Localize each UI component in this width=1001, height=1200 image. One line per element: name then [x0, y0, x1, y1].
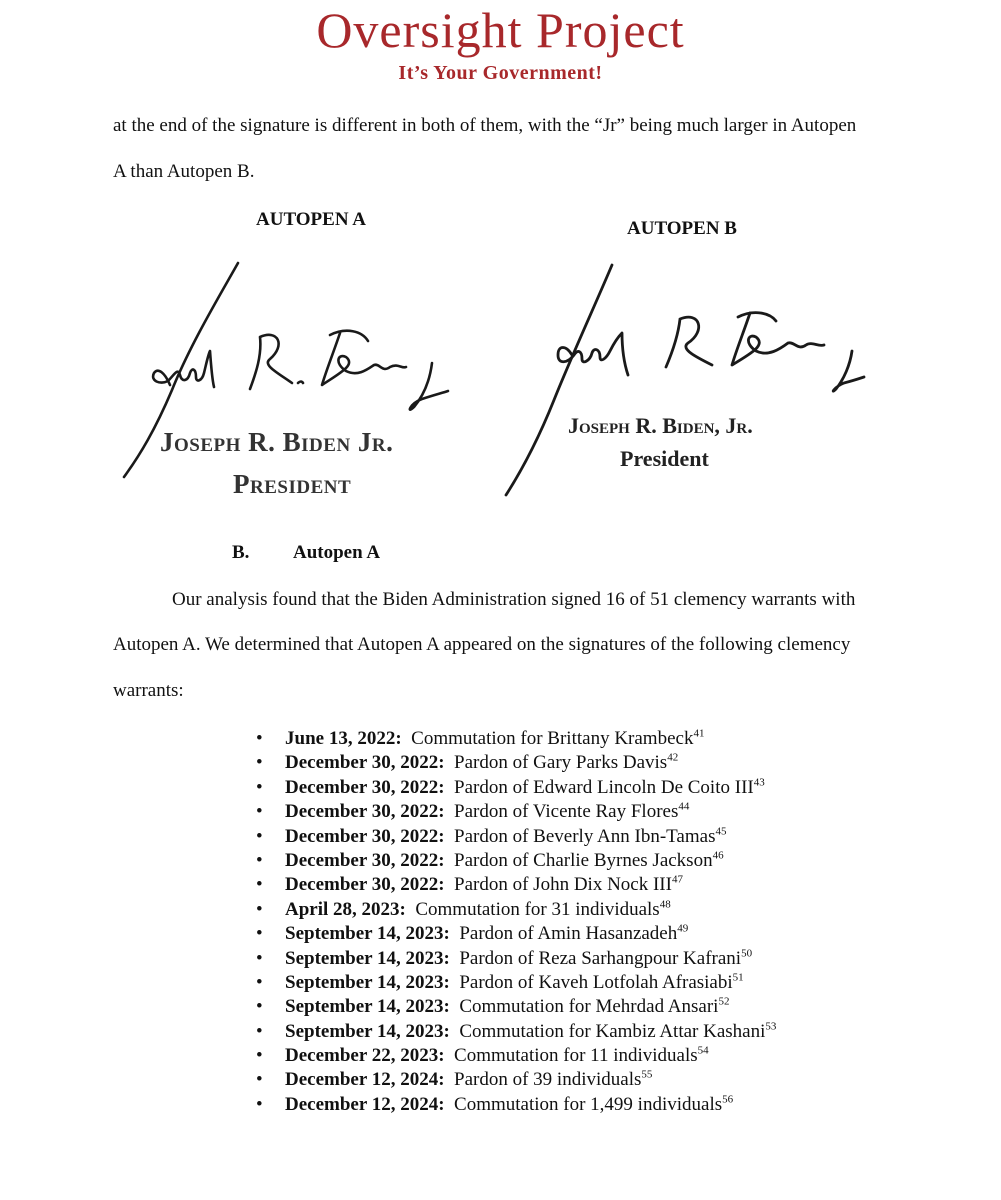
bullet-icon: • [256, 898, 263, 920]
autopen-b-printed-name: Joseph R. Biden, Jr. [568, 413, 753, 438]
warrant-date: December 30, 2022: [285, 825, 445, 847]
warrant-description: Commutation for Mehrdad Ansari [459, 996, 719, 1018]
warrant-list-item [250, 849, 776, 873]
footnote-reference[interactable]: 47 [671, 874, 683, 887]
footnote-reference[interactable]: 45 [715, 825, 727, 838]
warrant-description: Pardon of Gary Parks Davis [454, 752, 668, 774]
warrant-list-item [250, 751, 776, 775]
footnote-reference[interactable]: 46 [712, 849, 724, 862]
warrant-list [250, 727, 776, 1117]
warrant-description: Pardon of Reza Sarhangpour Kafrani [459, 947, 742, 969]
warrant-list-item [250, 1093, 776, 1117]
warrant-list-item [250, 1044, 776, 1068]
autopen-b-printed-title: President [620, 446, 709, 471]
warrant-date: December 12, 2024: [285, 1093, 445, 1115]
warrant-description: Pardon of Charlie Byrnes Jackson [454, 849, 713, 871]
warrant-list-item [250, 995, 776, 1019]
body-line-1: Our analysis found that the Biden Administration signed 16 of 51 clemency warrants with [172, 589, 856, 610]
bullet-icon: • [256, 971, 263, 993]
warrant-date: December 30, 2022: [285, 849, 445, 871]
bullet-icon: • [256, 1045, 263, 1067]
warrant-list-item [250, 898, 776, 922]
warrant-description: Commutation for Kambiz Attar Kashani [459, 1020, 766, 1042]
warrant-description: Commutation for 11 individuals [454, 1045, 698, 1067]
bullet-icon: • [256, 752, 263, 774]
footnote-reference[interactable]: 41 [693, 727, 705, 740]
warrant-date: September 14, 2023: [285, 947, 450, 969]
bullet-icon: • [256, 947, 263, 969]
warrant-list-item [250, 1068, 776, 1092]
warrant-date: December 22, 2023: [285, 1045, 445, 1067]
warrant-date: December 30, 2022: [285, 776, 445, 798]
footnote-reference[interactable]: 52 [718, 995, 730, 1008]
warrant-description: Commutation for 1,499 individuals [454, 1093, 723, 1115]
warrant-description: Commutation for Brittany Krambeck [411, 728, 694, 749]
bullet-icon: • [256, 874, 263, 896]
warrant-list-item [250, 727, 776, 751]
warrant-description: Pardon of Vicente Ray Flores [454, 801, 679, 823]
bullet-icon: • [256, 776, 263, 798]
warrant-date: September 14, 2023: [285, 1020, 450, 1042]
warrant-date: December 30, 2022: [285, 752, 445, 774]
warrant-description: Pardon of 39 individuals [454, 1069, 642, 1091]
footnote-reference[interactable]: 43 [753, 776, 765, 789]
bullet-icon: • [256, 849, 263, 871]
warrant-list-item [250, 922, 776, 946]
warrant-list-item [250, 873, 776, 897]
logo-tagline: It’s Your Government! [398, 62, 603, 84]
footnote-reference[interactable]: 53 [765, 1020, 777, 1033]
section-label: B. [232, 542, 250, 563]
warrant-description: Pardon of Amin Hasanzadeh [459, 923, 678, 945]
warrant-list-item [250, 800, 776, 824]
warrant-description: Pardon of Kaveh Lotfolah Afrasiabi [459, 971, 733, 993]
footnote-reference[interactable]: 55 [641, 1069, 653, 1082]
logo-title: Oversight Project [316, 2, 685, 58]
warrant-date: December 12, 2024: [285, 1069, 445, 1091]
warrant-list-item [250, 1020, 776, 1044]
intro-line-2: A than Autopen B. [113, 161, 255, 182]
bullet-icon: • [256, 1069, 263, 1091]
footnote-reference[interactable]: 49 [677, 922, 689, 935]
body-line-3: warrants: [113, 680, 184, 701]
body-line-2: Autopen A. We determined that Autopen A appeared on the signatures of the following clemency [113, 634, 851, 655]
warrant-date: December 30, 2022: [285, 801, 445, 823]
section-title: Autopen A [293, 542, 381, 563]
footnote-reference[interactable]: 51 [732, 971, 744, 984]
warrant-list-item [250, 825, 776, 849]
bullet-icon: • [256, 801, 263, 823]
intro-line-1: at the end of the signature is different in both of them, with the “Jr” being much larger in Autopen [113, 115, 857, 136]
footnote-reference[interactable]: 42 [667, 752, 679, 765]
warrant-list-item [250, 971, 776, 995]
warrant-description: Pardon of Edward Lincoln De Coito III [454, 776, 754, 798]
bullet-icon: • [256, 825, 263, 847]
autopen-a-printed-name: Joseph R. Biden Jr. [160, 427, 394, 457]
bullet-icon: • [256, 1093, 263, 1115]
warrant-date: December 30, 2022: [285, 874, 445, 896]
footnote-reference[interactable]: 56 [722, 1093, 734, 1106]
bullet-icon: • [256, 728, 263, 749]
footnote-reference[interactable]: 50 [741, 947, 753, 960]
autopen-b-heading: AUTOPEN B [627, 218, 737, 239]
warrant-date: September 14, 2023: [285, 971, 450, 993]
footnote-reference[interactable]: 54 [697, 1044, 709, 1057]
autopen-a-printed-title: President [233, 469, 352, 499]
autopen-a-heading: AUTOPEN A [256, 209, 366, 230]
bullet-icon: • [256, 996, 263, 1018]
warrant-date: September 14, 2023: [285, 923, 450, 945]
warrant-date: June 13, 2022: [285, 728, 402, 749]
footnote-reference[interactable]: 44 [678, 800, 690, 813]
bullet-icon: • [256, 923, 263, 945]
warrant-list-item [250, 947, 776, 971]
bullet-icon: • [256, 1020, 263, 1042]
warrant-date: September 14, 2023: [285, 996, 450, 1018]
warrant-description: Pardon of Beverly Ann Ibn-Tamas [454, 825, 716, 847]
warrant-description: Commutation for 31 individuals [415, 898, 660, 920]
footnote-reference[interactable]: 48 [659, 898, 671, 911]
warrant-date: April 28, 2023: [285, 898, 406, 920]
warrant-list-item [250, 776, 776, 800]
warrant-description: Pardon of John Dix Nock III [454, 874, 672, 896]
